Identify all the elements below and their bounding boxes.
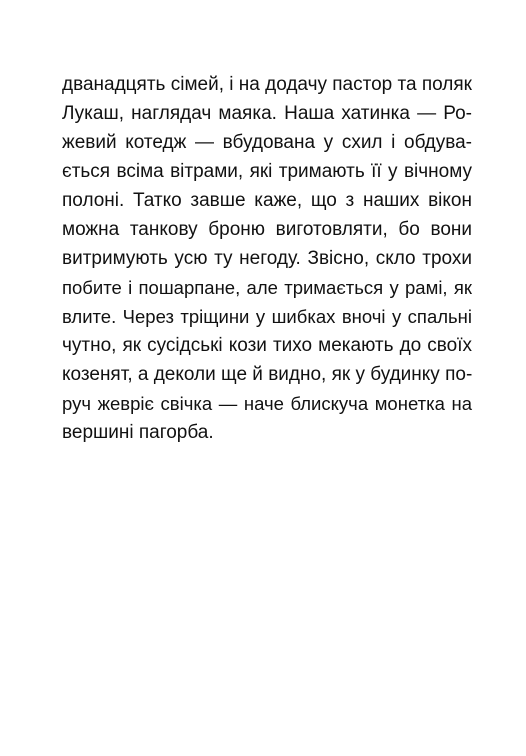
text-line: ється всіма вітрами, які тримають її у вічному bbox=[62, 161, 472, 182]
text-line: козенят, а деколи ще й видно, як у будинку по- bbox=[62, 364, 473, 385]
text-line: вершині пагорба. bbox=[62, 422, 214, 443]
text-line: руч жевріє свічка — наче блискуча монетка на bbox=[62, 393, 472, 414]
text-line: Лукаш, наглядач маяка. Наша хатинка — Ро- bbox=[62, 103, 472, 124]
text-line: можна танкову броню виготовляти, бо вони bbox=[62, 219, 472, 240]
text-line: чутно, як сусідські кози тихо мекають до своїх bbox=[62, 335, 472, 356]
body-text bbox=[62, 70, 472, 447]
text-line: витримують усю ту негоду. Звісно, скло трохи bbox=[62, 248, 472, 269]
text-line: полоні. Татко завше каже, що з наших вікон bbox=[62, 190, 472, 211]
text-line: побите і пошарпане, але тримається у рамі, як bbox=[62, 277, 472, 298]
text-line: жевий котедж — вбудована у схил і обдува- bbox=[62, 132, 472, 153]
text-line: влите. Через тріщини у шибках вночі у спальні bbox=[62, 306, 472, 327]
text-line: дванадцять сімей, і на додачу пастор та поляк bbox=[62, 74, 472, 95]
